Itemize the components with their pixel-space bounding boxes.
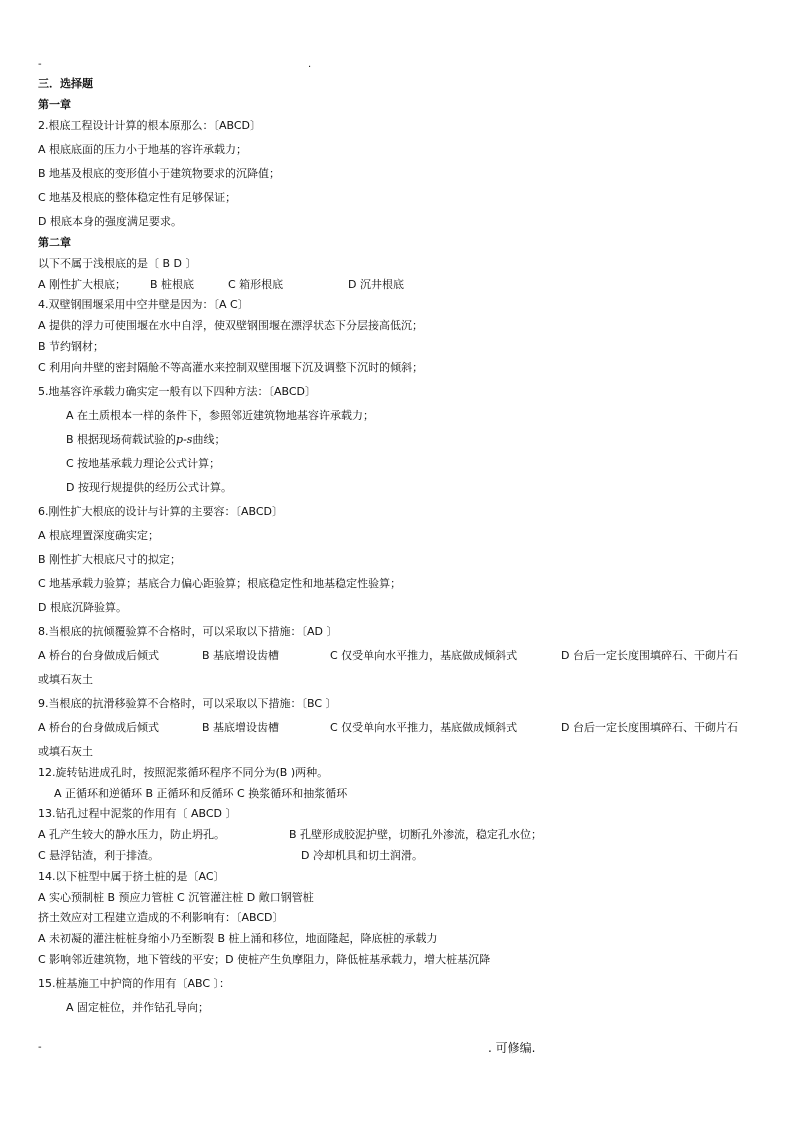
option-a: A 在土质根本一样的条件下，参照邻近建筑物地基容许承载力； xyxy=(66,409,375,422)
question-stem: 15.桩基施工中护筒的作用有〔ABC 〕： xyxy=(38,977,231,990)
question-stem: 8.当根底的抗倾覆验算不合格时，可以采取以下措施：〔AD 〕 xyxy=(38,625,338,638)
option-c: C 仅受单向水平推力，基底做成倾斜式 xyxy=(330,649,518,662)
option-a: A 固定桩位，并作钻孔导向； xyxy=(66,1001,210,1014)
question-stem: 14.以下桩型中属于挤土桩的是〔AC〕 xyxy=(38,870,225,883)
option-a: A 根底底面的压力小于地基的容许承载力； xyxy=(38,143,248,156)
option-c: C 悬浮钻渣，利于排渣。 xyxy=(38,849,160,862)
question-stem: 6.刚性扩大根底的设计与计算的主要容：〔ABCD〕 xyxy=(38,505,284,518)
option-b-text: B 根据现场荷载试验的 xyxy=(66,433,177,446)
footer-left-mark: - xyxy=(38,1042,42,1053)
footer-editable-note: . 可修编. xyxy=(488,1041,536,1055)
option-b: B 基底增设齿槽 xyxy=(202,649,280,662)
option-d-continued: 或填石灰土 xyxy=(38,673,93,686)
option-c: C 地基及根底的整体稳定性有足够保证； xyxy=(38,191,237,204)
option-b: B 基底增设齿槽 xyxy=(202,721,280,734)
option-d: D 冷却机具和切土润滑。 xyxy=(301,849,423,862)
question-stem: 5.地基容许承载力确实定一般有以下四种方法：〔ABCD〕 xyxy=(38,385,317,398)
option-b: B 地基及根底的变形值小于建筑物要求的沉降值； xyxy=(38,167,281,180)
question-stem: 9.当根底的抗滑移验算不合格时，可以采取以下措施：〔BC 〕 xyxy=(38,697,337,710)
question-stem: 4.双壁钢围堰采用中空井壁是因为：〔A C〕 xyxy=(38,298,249,311)
section-title: 三．选择题 xyxy=(38,77,93,90)
option-d: D 根底本身的强度满足要求。 xyxy=(38,215,182,228)
chapter-2-heading: 第二章 xyxy=(38,236,71,249)
option-b: B 节约钢材； xyxy=(38,340,105,353)
option-b: B 孔壁形成胶泥护壁，切断孔外渗流，稳定孔水位； xyxy=(289,828,543,841)
option-a: A 提供的浮力可使围堰在水中自浮，使双壁钢围堰在漂浮状态下分层接高低沉； xyxy=(38,319,424,332)
option-c: C 仅受单向水平推力，基底做成倾斜式 xyxy=(330,721,518,734)
option-c: C 箱形根底 xyxy=(228,278,284,291)
option-c: C 地基承载力验算；基底合力偏心距验算；根底稳定性和地基稳定性验算； xyxy=(38,577,402,590)
options-line: A 实心预制桩 B 预应力管桩 C 沉管灌注桩 D 敞口钢管桩 xyxy=(38,891,314,904)
question-stem: 挤土效应对工程建立造成的不利影响有：〔ABCD〕 xyxy=(38,911,284,924)
options-line-1: A 未初凝的灌注桩桩身缩小乃至断裂 B 桩上涌和移位，地面隆起，降底桩的承载力 xyxy=(38,932,438,945)
option-b: B 桩根底 xyxy=(150,278,195,291)
option-a: A 桥台的台身做成后倾式 xyxy=(38,649,160,662)
option-d-continued: 或填石灰土 xyxy=(38,745,93,758)
options-line: A 正循环和逆循环 B 正循环和反循环 C 换浆循环和抽浆循环 xyxy=(54,787,348,800)
option-d: D 按现行规提供的经历公式计算。 xyxy=(66,481,232,494)
option-b xyxy=(66,433,225,447)
option-a: A 桥台的台身做成后倾式 xyxy=(38,721,160,734)
options-line-2: C 影响邻近建筑物，地下管线的平安；D 使桩产生负摩阻力，降低桩基承载力，增大桩基沉降 xyxy=(38,953,491,966)
option-d: D 台后一定长度围填碎石、干砌片石 xyxy=(561,649,738,662)
option-a: A 刚性扩大根底； xyxy=(38,278,127,291)
option-b-suffix: 曲线； xyxy=(192,433,226,446)
header-left-mark: - xyxy=(38,59,42,70)
question-stem: 以下不属于浅根底的是〔 B D 〕 xyxy=(38,257,197,270)
option-a: A 孔产生较大的静水压力，防止坍孔。 xyxy=(38,828,226,841)
question-stem: 13.钻孔过程中泥浆的作用有〔 ABCD 〕 xyxy=(38,807,237,820)
chapter-1-heading: 第一章 xyxy=(38,98,71,111)
option-d: D 台后一定长度围填碎石、干砌片石 xyxy=(561,721,738,734)
ps-curve-symbol: p-s xyxy=(176,433,193,446)
option-b: B 刚性扩大根底尺寸的拟定； xyxy=(38,553,182,566)
question-stem: 2.根底工程设计计算的根本原那么：〔ABCD〕 xyxy=(38,119,262,132)
option-d: D 根底沉降验算。 xyxy=(38,601,127,614)
question-stem: 12.旋转钻进成孔时，按照泥浆循环程序不同分为(B )两种。 xyxy=(38,766,329,779)
option-d: D 沉井根底 xyxy=(348,278,404,291)
option-c: C 利用向井壁的密封隔舱不等高灌水来控制双壁围堰下沉及调整下沉时的倾斜； xyxy=(38,361,424,374)
option-a: A 根底埋置深度确实定； xyxy=(38,529,160,542)
header-center-mark: . xyxy=(308,59,312,70)
option-c: C 按地基承载力理论公式计算； xyxy=(66,457,221,470)
